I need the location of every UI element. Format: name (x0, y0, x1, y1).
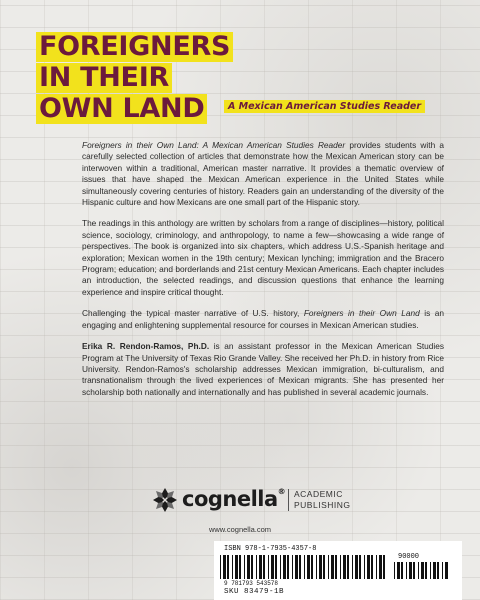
publisher-url: www.cognella.com (208, 525, 272, 534)
barcode-stripe (331, 555, 334, 579)
barcode-stripe (343, 555, 346, 579)
barcode-stripe (220, 555, 221, 579)
description-text (82, 140, 444, 408)
publisher-logo (152, 485, 392, 519)
title-line-3: OWN LAND (36, 94, 207, 124)
barcode-stripe (275, 555, 277, 579)
barcode-stripe (271, 555, 274, 579)
barcode-stripe (352, 555, 353, 579)
barcode-stripe (425, 562, 427, 579)
division-line-2: PUBLISHING (294, 500, 351, 510)
cognella-pinwheel-icon (152, 487, 178, 513)
barcode-stripe (397, 562, 400, 579)
barcode-stripe (319, 555, 322, 579)
barcode-stripe (299, 555, 301, 579)
barcode-stripe (433, 562, 436, 579)
publisher-name (182, 487, 285, 511)
barcode-stripe (323, 555, 325, 579)
barcode-box (214, 541, 462, 600)
barcode-stripe (394, 562, 395, 579)
barcode-stripe (307, 555, 310, 579)
barcode-stripe (340, 555, 341, 579)
title-reference: Foreigners in their Own Land: A Mexican American Studies Reader (82, 140, 346, 150)
title-line-1: FOREIGNERS (36, 32, 233, 62)
barcode-stripe (227, 555, 229, 579)
barcode-stripe (376, 555, 377, 579)
barcode-stripe (280, 555, 281, 579)
barcode-stripe (283, 555, 286, 579)
barcode-stripe (259, 555, 262, 579)
barcode-stripe (223, 555, 226, 579)
barcode-stripe (347, 555, 349, 579)
barcode-stripe (406, 562, 407, 579)
barcode-stripe (364, 555, 365, 579)
barcode-stripe (311, 555, 313, 579)
barcode-stripe (304, 555, 305, 579)
barcode-stripe (256, 555, 257, 579)
barcode-stripe (244, 555, 245, 579)
barcode-stripe (413, 562, 415, 579)
barcode-stripe (421, 562, 424, 579)
paragraph-text: is an engaging and enlightening supplemental resource for courses in Mexican American studies. (82, 308, 444, 330)
barcode-stripe (379, 555, 382, 579)
book-subtitle: A Mexican American Studies Reader (224, 100, 425, 113)
barcode-digits: 9 781793 543578 (224, 580, 279, 587)
author-bio-text: is an assistant professor in the Mexican American Studies Program at The University of Texas Rio Grande Valley. She received her Ph.D. in history from Rice University. Rendon-Ramos's scholarship addresses Mexican immigration, bi-culturalism, and transnationalism through the lived experiences of Mexican migrants. She has presented her scholarship both nationally and internationally and has published in several academic journals. (82, 341, 444, 397)
barcode-stripe (437, 562, 439, 579)
registered-mark: ® (277, 487, 286, 496)
sku-label: SKU 83479-1B (224, 588, 285, 596)
barcode-stripe (232, 555, 233, 579)
barcode-stripe (418, 562, 419, 579)
barcode-stripe (409, 562, 412, 579)
barcode-stripe (335, 555, 337, 579)
barcode-stripe (316, 555, 317, 579)
barcode-stripe (355, 555, 358, 579)
barcode-stripe (359, 555, 361, 579)
description-paragraph-2: The readings in this anthology are written by scholars from a range of disciplines—history, political science, sociology, criminology, and anthropology, to name a few—showcasing a wide range of perspectives. The book is organized into six chapters, which address U.S.-Spanish heritage and exploration; Mexican women in the 19th century; Mexican lynching; immigration and the Bracero Program; education; and borderlands and 21st century Mexican Americans. Each chapter includes an introduction, the selected readings, and discussion questions that enhance the learning experience and inspire critical thought. (82, 218, 444, 297)
barcode-stripe (430, 562, 431, 579)
publisher-name-text: cognella (182, 487, 278, 511)
isbn-barcode (220, 555, 388, 579)
price-barcode (394, 562, 450, 579)
barcode-stripe (371, 555, 373, 579)
description-paragraph-1 (82, 140, 444, 208)
barcode-stripe (442, 562, 443, 579)
barcode-stripe (268, 555, 269, 579)
barcode-stripe (328, 555, 329, 579)
author-bio (82, 341, 444, 398)
barcode-stripe (235, 555, 238, 579)
author-name: Erika R. Rendon-Ramos, Ph.D. (82, 341, 210, 352)
book-title (36, 32, 231, 125)
barcode-stripe (401, 562, 403, 579)
barcode-stripe (287, 555, 289, 579)
division-line-1: ACADEMIC (294, 489, 343, 499)
paragraph-text: provides students with a carefully selected collection of articles that demonstrate how the Mexican American story can be interwoven within a traditional, American master narrative. It provides a thematic overview of issues that have shaped the Mexican American experience in the United States while simultaneously covering centuries of history. Readers gain an understanding of the diversity of the Hispanic culture and how Mexicans are one small part of the Hispanic story. (82, 140, 444, 208)
barcode-stripe (383, 555, 385, 579)
barcode-stripe (445, 562, 448, 579)
paragraph-text: Challenging the typical master narrative of U.S. history, (82, 308, 304, 319)
barcode-stripe (239, 555, 241, 579)
price-code: 90000 (398, 553, 420, 561)
logo-divider (288, 489, 289, 511)
publisher-division (294, 489, 351, 511)
barcode-stripe (367, 555, 370, 579)
description-paragraph-3 (82, 308, 444, 331)
barcode-stripe (292, 555, 293, 579)
isbn-label: ISBN 978-1-7935-4357-8 (224, 545, 317, 553)
barcode-stripe (263, 555, 265, 579)
barcode-stripe (251, 555, 253, 579)
barcode-stripe (295, 555, 298, 579)
title-line-2: IN THEIR (36, 63, 172, 93)
barcode-stripe (247, 555, 250, 579)
title-reference: Foreigners in their Own Land (303, 308, 420, 319)
